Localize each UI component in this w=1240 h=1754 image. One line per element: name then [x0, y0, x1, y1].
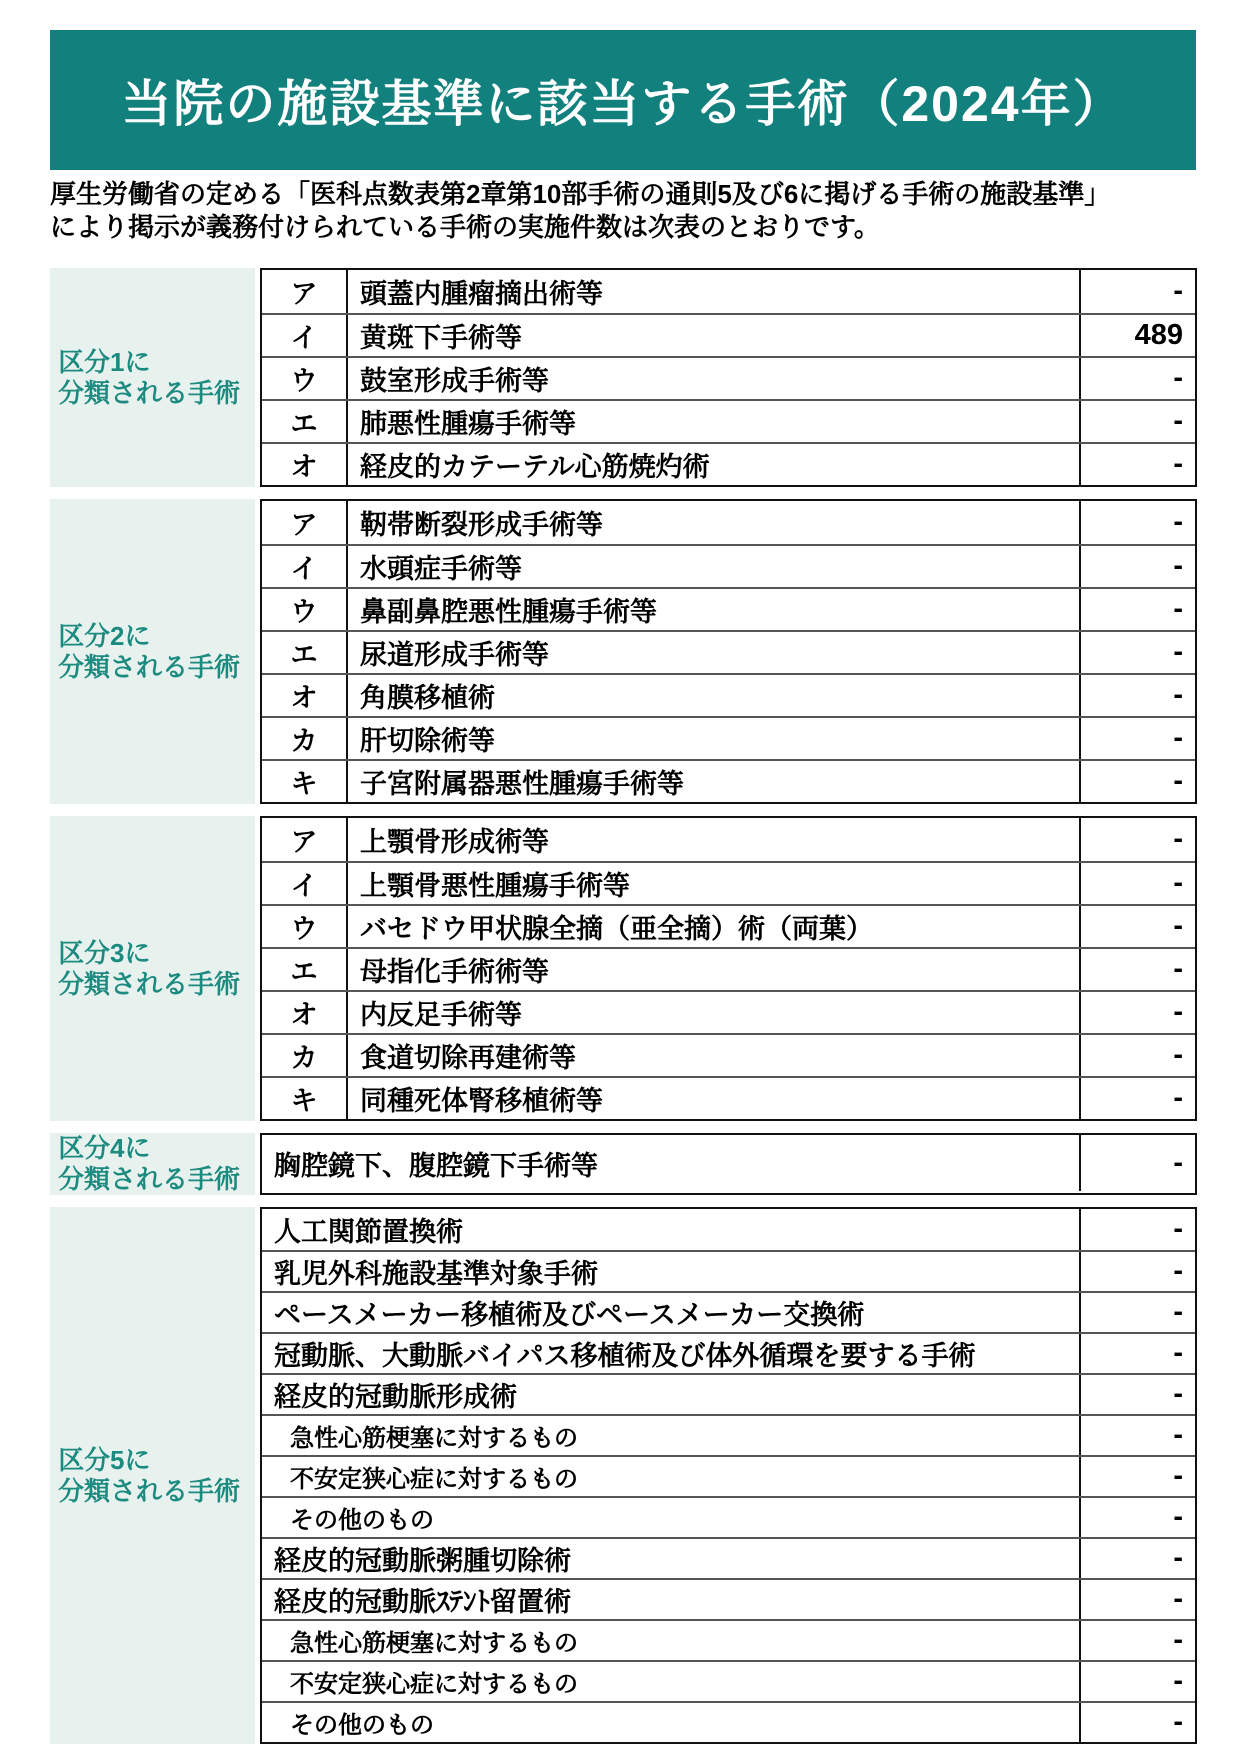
row-kana-label: オ — [262, 675, 348, 716]
table-row — [262, 904, 1195, 947]
row-kana-label: キ — [262, 761, 348, 802]
row-kana-label: エ — [262, 632, 348, 673]
table-row — [262, 1578, 1195, 1619]
row-case-count: - — [1079, 1621, 1195, 1660]
table-row — [262, 587, 1195, 630]
section-label — [50, 268, 255, 487]
row-surgery-name: 胸腔鏡下、腹腔鏡下手術等 — [274, 1150, 598, 1181]
table-row — [262, 630, 1195, 673]
section-label — [50, 1133, 255, 1195]
row-kana-label: オ — [262, 992, 348, 1033]
table-row — [262, 759, 1195, 802]
table-row — [262, 861, 1195, 904]
row-case-count: - — [1079, 1703, 1195, 1742]
row-case-count: - — [1079, 1252, 1195, 1291]
table-row — [262, 716, 1195, 759]
table-row — [262, 1332, 1195, 1373]
row-kana-label: イ — [262, 546, 348, 587]
section-label — [50, 816, 255, 1121]
row-kana-label: カ — [262, 718, 348, 759]
row-case-count: - — [1079, 358, 1195, 399]
row-case-count: - — [1079, 1375, 1195, 1414]
surgery-count-table — [50, 268, 1197, 1744]
section-table — [260, 1133, 1197, 1195]
section-label — [50, 499, 255, 804]
row-surgery-name: 人工関節置換術 — [274, 1217, 463, 1247]
row-kana-label: キ — [262, 1078, 348, 1119]
table-section-3 — [50, 816, 1197, 1121]
row-surgery-name: 同種死体腎移植術等 — [360, 1086, 603, 1116]
section-label-line-2: 分類される手術 — [58, 1475, 241, 1506]
section-table — [260, 1207, 1197, 1744]
row-case-count: - — [1079, 761, 1195, 802]
row-case-count: 489 — [1079, 315, 1195, 356]
row-surgery-name: 肝切除術等 — [360, 726, 495, 756]
row-surgery-name: 内反足手術等 — [360, 1000, 522, 1030]
intro-text — [50, 178, 1200, 244]
table-row — [262, 1701, 1195, 1742]
table-row — [262, 270, 1195, 313]
section-label-line-1: 区分4に — [58, 1133, 151, 1163]
table-section-1 — [50, 268, 1197, 487]
row-surgery-name: ペースメーカー移植術及びペースメーカー交換術 — [274, 1300, 865, 1330]
row-surgery-name: 不安定狭心症に対するもの — [290, 1671, 578, 1698]
row-kana-label: オ — [262, 444, 348, 485]
table-row — [262, 1660, 1195, 1701]
table-row — [262, 1250, 1195, 1291]
table-row — [262, 818, 1195, 861]
table-row — [262, 673, 1195, 716]
row-case-count: - — [1079, 718, 1195, 759]
row-surgery-name: 角膜移植術 — [360, 683, 495, 713]
row-case-count: - — [1079, 992, 1195, 1033]
table-row — [262, 399, 1195, 442]
row-case-count: - — [1079, 863, 1195, 904]
row-case-count: - — [1079, 1035, 1195, 1076]
table-row — [262, 1033, 1195, 1076]
row-kana-label: ウ — [262, 358, 348, 399]
row-kana-label: ア — [262, 818, 348, 861]
page-title: 当院の施設基準に該当する手術（2024年） — [121, 76, 1125, 132]
row-kana-label: ウ — [262, 589, 348, 630]
row-case-count: - — [1079, 632, 1195, 673]
row-surgery-name: 尿道形成手術等 — [360, 640, 549, 670]
table-row — [262, 1496, 1195, 1537]
row-case-count: - — [1079, 818, 1195, 861]
table-section-4 — [50, 1133, 1197, 1195]
table-row — [262, 1537, 1195, 1578]
row-kana-label: カ — [262, 1035, 348, 1076]
row-kana-label: ア — [262, 501, 348, 544]
row-surgery-name: 経皮的冠動脈粥腫切除術 — [274, 1546, 571, 1576]
table-row — [262, 442, 1195, 485]
table-row — [262, 1455, 1195, 1496]
row-case-count: - — [1079, 1580, 1195, 1619]
row-case-count: - — [1079, 675, 1195, 716]
table-row — [262, 990, 1195, 1033]
row-case-count: - — [1079, 270, 1195, 313]
row-surgery-name: 母指化手術術等 — [360, 957, 549, 987]
table-row — [262, 947, 1195, 990]
intro-line-1: 厚生労働省の定める「医科点数表第2章第10部手術の通則5及び6に掲げる手術の施設基準」 — [50, 179, 1111, 209]
table-row — [262, 544, 1195, 587]
row-case-count: - — [1079, 1078, 1195, 1119]
row-surgery-name: 経皮的冠動脈形成術 — [274, 1382, 517, 1412]
row-surgery-name: 経皮的カテーテル心筋焼灼術 — [360, 452, 710, 482]
row-surgery-name: 子宮附属器悪性腫瘍手術等 — [360, 769, 684, 799]
table-row — [262, 501, 1195, 544]
row-surgery-name: 急性心筋梗塞に対するもの — [290, 1425, 578, 1452]
row-surgery-name: 不安定狭心症に対するもの — [290, 1466, 578, 1493]
table-row — [262, 1619, 1195, 1660]
table-row — [262, 1373, 1195, 1414]
row-surgery-name: 上顎骨形成術等 — [360, 827, 549, 857]
table-section-2 — [50, 499, 1197, 804]
section-label-line-1: 区分5に — [58, 1444, 151, 1475]
row-surgery-name: 上顎骨悪性腫瘍手術等 — [360, 871, 630, 901]
row-surgery-name: 肺悪性腫瘍手術等 — [360, 409, 576, 439]
row-case-count: - — [1079, 1209, 1195, 1250]
row-surgery-name: 急性心筋梗塞に対するもの — [290, 1630, 578, 1657]
table-row — [262, 1135, 1195, 1191]
row-case-count: - — [1079, 546, 1195, 587]
row-surgery-name: 鼓室形成手術等 — [360, 366, 549, 396]
row-case-count: - — [1079, 401, 1195, 442]
row-surgery-name: その他のもの — [290, 1507, 434, 1534]
row-kana-label: エ — [262, 401, 348, 442]
row-kana-label: ア — [262, 270, 348, 313]
table-section-5 — [50, 1207, 1197, 1744]
row-case-count: - — [1079, 501, 1195, 544]
row-surgery-name: 水頭症手術等 — [360, 554, 522, 584]
row-kana-label: エ — [262, 949, 348, 990]
row-case-count: - — [1079, 949, 1195, 990]
row-case-count: - — [1079, 589, 1195, 630]
section-label-line-1: 区分3に — [58, 937, 151, 968]
row-case-count: - — [1079, 1416, 1195, 1455]
section-label-line-2: 分類される手術 — [58, 1164, 241, 1194]
section-table — [260, 268, 1197, 487]
row-surgery-name: 靭帯断裂形成手術等 — [360, 510, 603, 540]
table-row — [262, 356, 1195, 399]
row-case-count: - — [1079, 1662, 1195, 1701]
row-kana-label: イ — [262, 315, 348, 356]
table-row — [262, 1291, 1195, 1332]
row-surgery-name: 鼻副鼻腔悪性腫瘍手術等 — [360, 597, 657, 627]
section-label-line-2: 分類される手術 — [58, 968, 241, 999]
section-label-line-1: 区分1に — [58, 346, 151, 377]
row-case-count: - — [1079, 1457, 1195, 1496]
intro-line-2: により掲示が義務付けられている手術の実施件数は次表のとおりです。 — [50, 212, 880, 242]
row-kana-label: イ — [262, 863, 348, 904]
section-label-line-2: 分類される手術 — [58, 377, 241, 408]
row-kana-label: ウ — [262, 906, 348, 947]
row-surgery-name: 頭蓋内腫瘤摘出術等 — [360, 279, 603, 309]
row-case-count: - — [1079, 1498, 1195, 1537]
row-surgery-name: 冠動脈、大動脈バイパス移植術及び体外循環を要する手術 — [274, 1341, 976, 1371]
row-case-count: - — [1079, 1135, 1195, 1191]
section-label-line-1: 区分2に — [58, 620, 151, 651]
row-case-count: - — [1079, 444, 1195, 485]
title-banner — [50, 30, 1196, 170]
row-surgery-name: その他のもの — [290, 1712, 434, 1739]
row-surgery-name: バセドウ甲状腺全摘（亜全摘）術（両葉） — [360, 914, 873, 944]
section-table — [260, 499, 1197, 804]
section-label-line-2: 分類される手術 — [58, 651, 241, 682]
row-case-count: - — [1079, 1334, 1195, 1373]
table-row — [262, 313, 1195, 356]
row-case-count: - — [1079, 1539, 1195, 1578]
section-label — [50, 1207, 255, 1744]
table-row — [262, 1414, 1195, 1455]
table-row — [262, 1209, 1195, 1250]
row-surgery-name: 食道切除再建術等 — [360, 1043, 576, 1073]
row-case-count: - — [1079, 1293, 1195, 1332]
table-row — [262, 1076, 1195, 1119]
row-case-count: - — [1079, 906, 1195, 947]
row-surgery-name: 乳児外科施設基準対象手術 — [274, 1259, 598, 1289]
section-table — [260, 816, 1197, 1121]
row-surgery-name: 黄斑下手術等 — [360, 323, 522, 353]
row-surgery-name: 経皮的冠動脈ｽﾃﾝﾄ留置術 — [274, 1587, 571, 1617]
